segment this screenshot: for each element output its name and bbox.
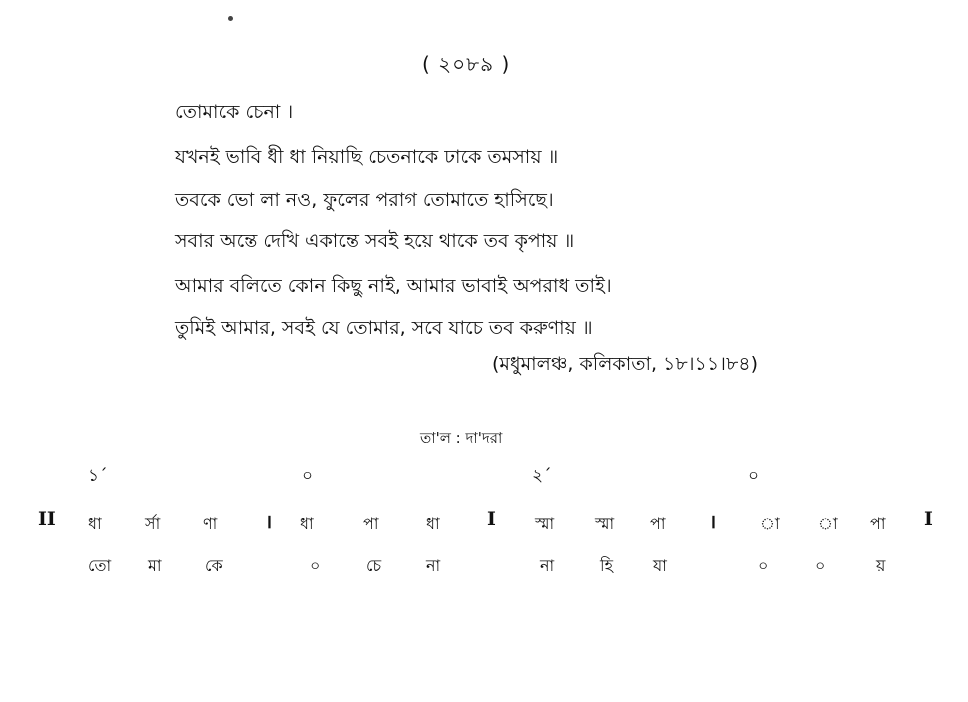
beat-marker: ১´ bbox=[88, 466, 108, 486]
ink-speck bbox=[228, 16, 233, 21]
lyric-syllable: কে bbox=[205, 556, 223, 575]
verse-line-5: আমার বলিতে কোন কিছু নাই, আমার ভাবাই অপরাধ তাই। bbox=[175, 275, 612, 297]
bar-line: । bbox=[709, 511, 717, 533]
note: পা bbox=[870, 514, 886, 533]
bar-line: । bbox=[265, 511, 273, 533]
lyric-syllable: না bbox=[426, 556, 441, 575]
bar-line: I bbox=[924, 508, 933, 530]
lyric-syllable: চে bbox=[366, 556, 382, 575]
note: স্মা bbox=[535, 514, 555, 533]
lyric-syllable: ০ bbox=[310, 556, 321, 575]
verse-line-2: যখনই ভাবি ধী ধা নিয়াছি চেতনাকে ঢাকে তমসায় ॥ bbox=[175, 146, 559, 168]
lyric-syllable: তো bbox=[88, 556, 112, 575]
tala-label: তা'ল : দা'দরা bbox=[420, 429, 503, 447]
note: ধা bbox=[426, 514, 440, 533]
lyric-syllable: ০ bbox=[758, 556, 769, 575]
source-citation: (মধুমালঞ্চ, কলিকাতা, ১৮।১১।৮৪) bbox=[492, 353, 759, 375]
beat-marker: ০ bbox=[748, 466, 760, 486]
verse-line-4: সবার অন্তে দেখি একান্তে সবই হয়ে থাকে তব কৃপায় ॥ bbox=[175, 230, 575, 252]
note: ণা bbox=[203, 514, 218, 533]
note: া bbox=[818, 514, 838, 533]
verse-line-6: তুমিই আমার, সবই যে তোমার, সবে যাচে তব করুণায় ॥ bbox=[175, 317, 593, 339]
note: ধা bbox=[300, 514, 314, 533]
note: স্মা bbox=[595, 514, 615, 533]
bar-line: II bbox=[38, 508, 56, 530]
lyric-syllable: য় bbox=[876, 556, 886, 575]
beat-marker: ০ bbox=[302, 466, 314, 486]
bar-line: I bbox=[487, 508, 496, 530]
lyric-syllable: যা bbox=[653, 556, 667, 575]
note: া bbox=[760, 514, 780, 533]
note: পা bbox=[650, 514, 666, 533]
note: পা bbox=[363, 514, 379, 533]
note: র্সা bbox=[145, 514, 161, 533]
lyric-syllable: হি bbox=[600, 556, 613, 575]
verse-line-1: তোমাকে চেনা । bbox=[175, 101, 294, 123]
lyric-syllable: মা bbox=[148, 556, 162, 575]
lyric-syllable: ০ bbox=[815, 556, 826, 575]
lyric-syllable: না bbox=[540, 556, 555, 575]
beat-marker: ২´ bbox=[532, 466, 552, 486]
page-number: ( ২০৮৯ ) bbox=[422, 52, 511, 76]
verse-line-3: তবকে ভো লা নও, ফুলের পরাগ তোমাতে হাসিছে। bbox=[175, 189, 554, 211]
note: ধা bbox=[88, 514, 102, 533]
